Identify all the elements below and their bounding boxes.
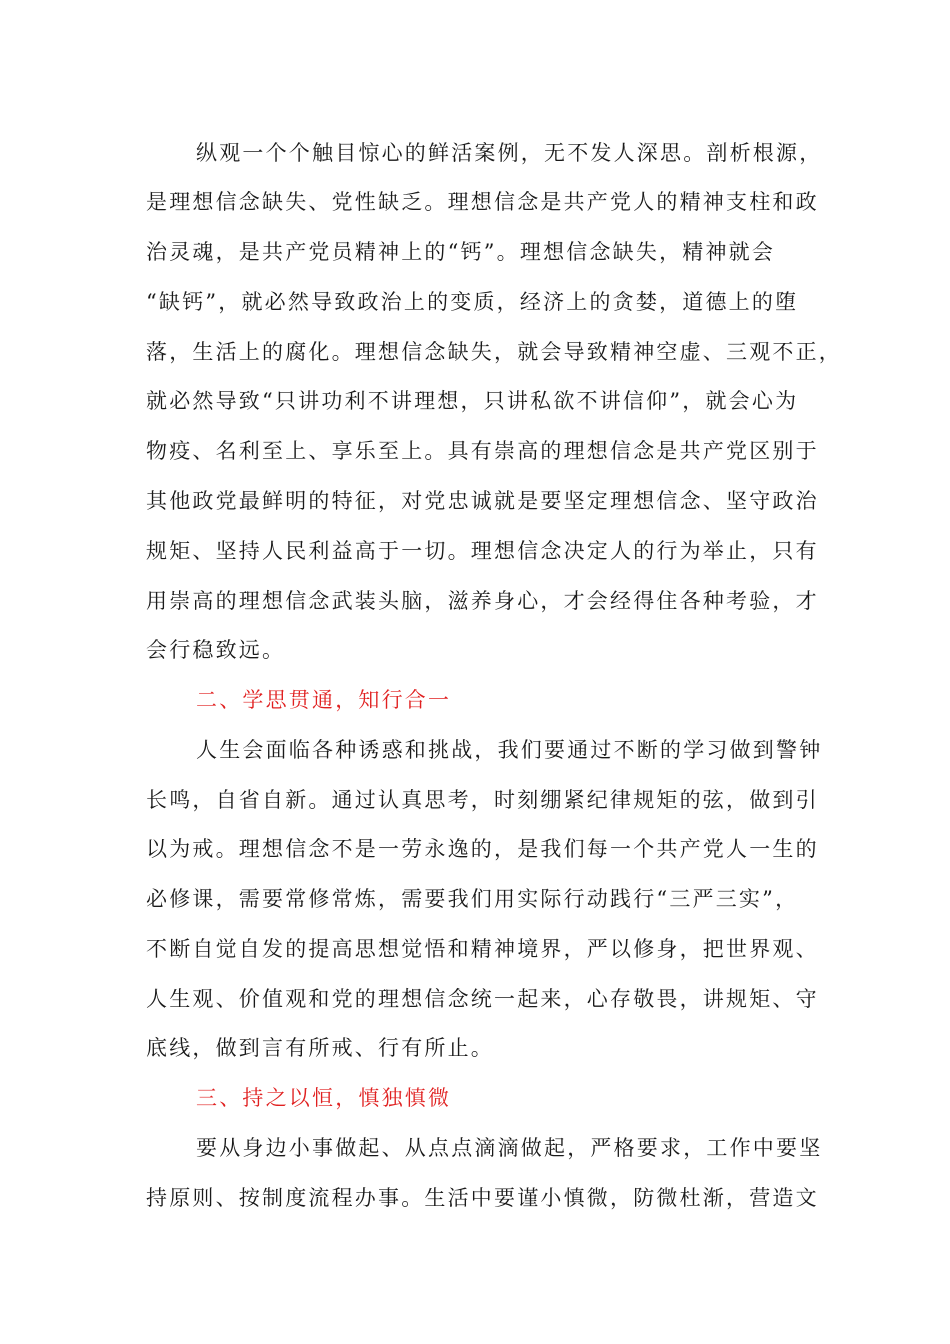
- paragraph-1-line-9: 规矩、坚持人民利益高于一切。理想信念决定人的行为举止，只有: [146, 539, 819, 563]
- section-heading-2: 二、学思贯通，知行合一: [196, 688, 452, 712]
- paragraph-1-line-6: 就必然导致“只讲功利不讲理想，只讲私欲不讲信仰”，就会心为: [146, 389, 799, 413]
- paragraph-1-line-5: 落，生活上的腐化。理想信念缺失，就会导致精神空虚、三观不正，: [146, 340, 842, 364]
- paragraph-1-line-7: 物疫、名利至上、享乐至上。具有崇高的理想信念是共产党区别于: [146, 439, 819, 463]
- paragraph-1-line-11: 会行稳致远。: [146, 638, 286, 662]
- paragraph-1-line-10: 用崇高的理想信念武装头脑，滋养身心，才会经得住各种考验，才: [146, 589, 819, 613]
- paragraph-1-line-3: 治灵魂，是共产党员精神上的“钙”。理想信念缺失，精神就会: [146, 240, 776, 264]
- paragraph-2-line-7: 底线，做到言有所戒、行有所止。: [146, 1036, 494, 1060]
- paragraph-2-line-1: 人生会面临各种诱惑和挑战，我们要通过不断的学习做到警钟: [196, 738, 823, 762]
- paragraph-2-line-6: 人生观、价值观和党的理想信念统一起来，心存敬畏，讲规矩、守: [146, 987, 819, 1011]
- paragraph-1-line-8: 其他政党最鲜明的特征，对党忠诚就是要坚定理想信念、坚守政治: [146, 489, 819, 513]
- section-heading-3: 三、持之以恒，慎独慎微: [196, 1086, 452, 1110]
- paragraph-2-line-2: 长鸣，自省自新。通过认真思考，时刻绷紧纪律规矩的弦，做到引: [146, 788, 819, 812]
- paragraph-3-line-1: 要从身边小事做起、从点点滴滴做起，严格要求，工作中要坚: [196, 1136, 823, 1160]
- paragraph-2-line-3: 以为戒。理想信念不是一劳永逸的，是我们每一个共产党人一生的: [146, 837, 819, 861]
- paragraph-1-line-4: “缺钙”，就必然导致政治上的变质，经济上的贪婪，道德上的堕: [146, 290, 799, 314]
- paragraph-2-line-4: 必修课，需要常修常炼，需要我们用实际行动践行“三严三实”，: [146, 887, 799, 911]
- paragraph-1-line-1: 纵观一个个触目惊心的鲜活案例，无不发人深思。剖析根源，: [196, 141, 823, 165]
- paragraph-3-line-2: 持原则、按制度流程办事。生活中要谨小慎微，防微杜渐，营造文: [146, 1186, 819, 1210]
- paragraph-2-line-5: 不断自觉自发的提高思想觉悟和精神境界，严以修身，把世界观、: [146, 937, 819, 961]
- paragraph-1-line-2: 是理想信念缺失、党性缺乏。理想信念是共产党人的精神支柱和政: [146, 190, 819, 214]
